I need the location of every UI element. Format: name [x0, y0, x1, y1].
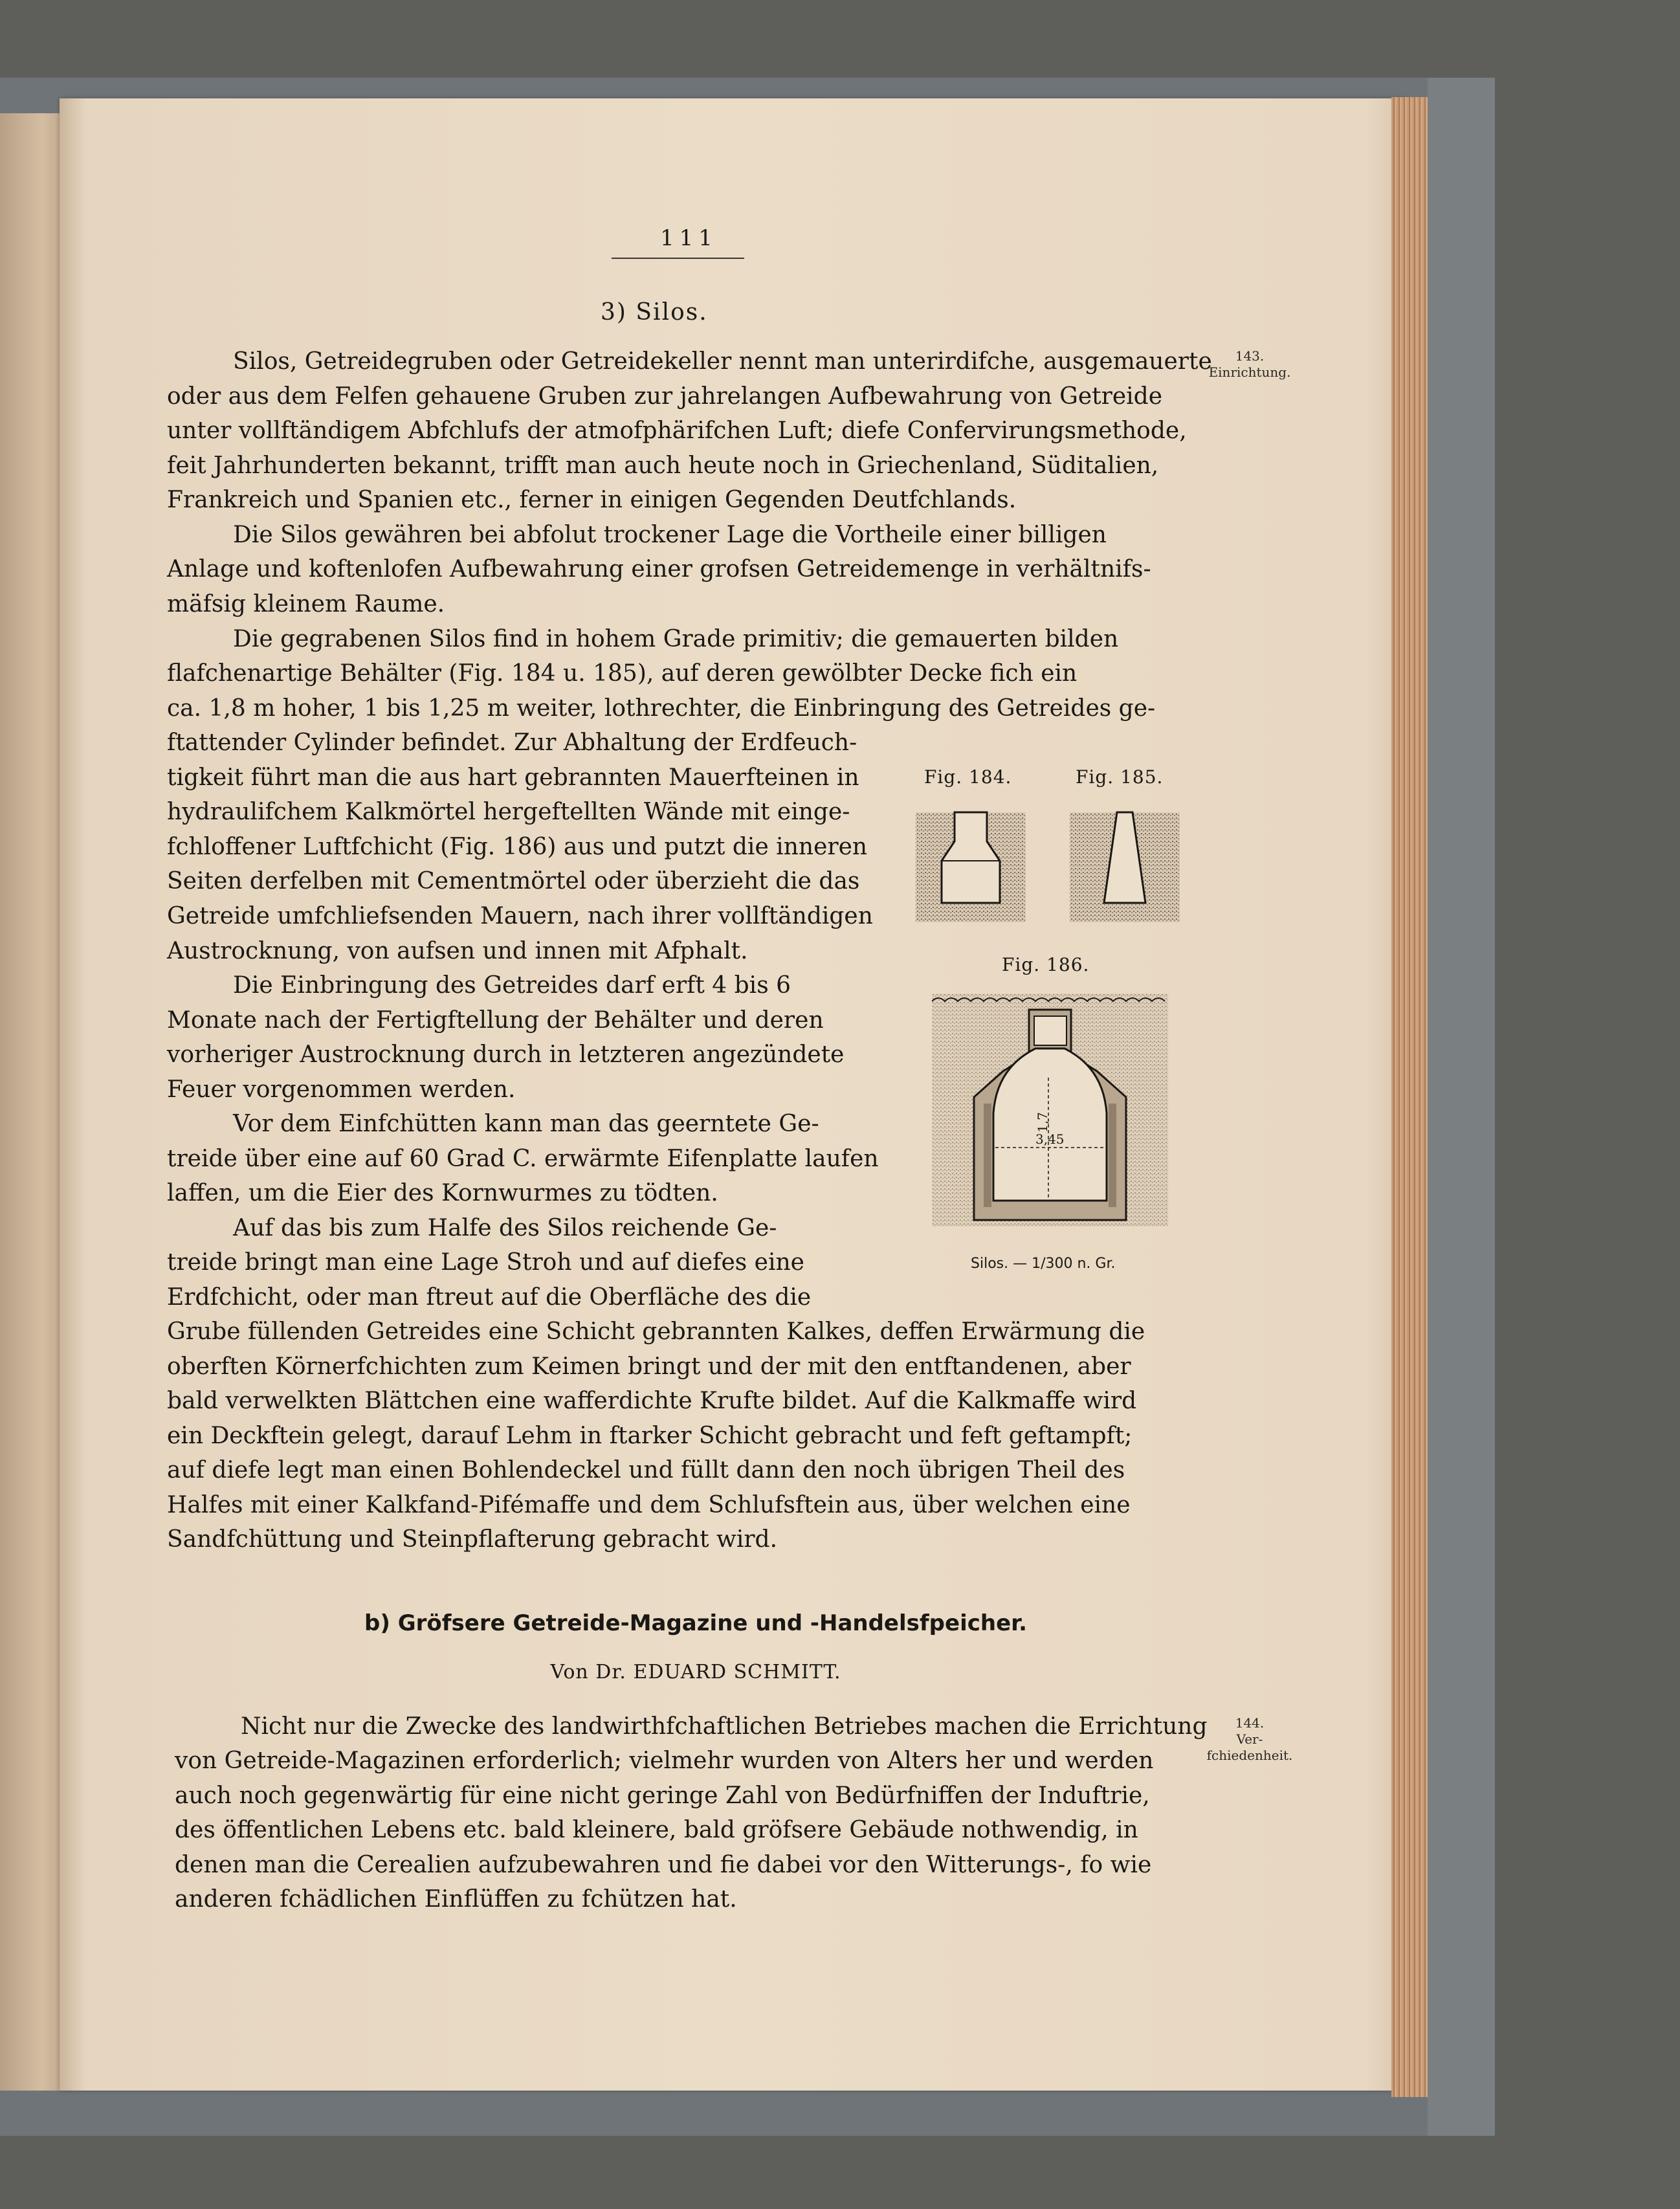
text-line: laffen, um die Eier des Kornwurmes zu tödten. [167, 1180, 718, 1206]
text-line: ca. 1,8 m hoher, 1 bis 1,25 m weiter, lothrechter, die Einbringung des Getreides ge- [167, 695, 1156, 722]
sidenote-number: 143. [1235, 348, 1265, 364]
text-line: ftattender Cylinder befindet. Zur Abhaltung der Erdfeuch- [167, 729, 857, 756]
text-line: Erdfchicht, oder man ftreut auf die Oberfläche des die [167, 1284, 812, 1311]
text-line: unter vollftändigem Abfchlufs der atmofphärifchen Luft; diefe Confervirungsmethode, [167, 417, 1187, 444]
fig-185-drawing [1067, 809, 1183, 926]
text-line: hydraulifchem Kalkmörtel hergeftellten Wände mit einge- [167, 799, 850, 825]
text-line: Die Einbringung des Getreides darf erft 4 bis 6 [233, 972, 791, 999]
fig-186-drawing [932, 993, 1168, 1227]
sidenote-text: Ver- [1236, 1731, 1263, 1747]
text-line: feit Jahrhunderten bekannt, trifft man auch heute noch in Griechenland, Süditalien, [167, 452, 1159, 479]
text-line: Getreide umfchliefsenden Mauern, nach ihrer vollftändigen [167, 903, 873, 929]
text-line: Nicht nur die Zwecke des landwirthfchaftlichen Betriebes machen die Errichtung [241, 1713, 1208, 1740]
silo-neck-stone [1034, 1016, 1067, 1045]
text-line: ein Deckftein gelegt, darauf Lehm in ftarker Schicht gebracht und feft geftampft; [167, 1423, 1133, 1449]
text-line: Halfes mit einer Kalkfand-Pifémaffe und dem Schlufsftein aus, über welchen eine [167, 1492, 1131, 1518]
section-heading: 3) Silos. [601, 299, 708, 326]
text-line: auf diefe legt man einen Bohlendeckel und füllt dann den noch übrigen Theil des [167, 1457, 1125, 1483]
text-line: denen man die Cerealien aufzubewahren und fie dabei vor den Witterungs-, fo wie [175, 1852, 1152, 1878]
text-line: Seiten derfelben mit Cementmörtel oder überzieht die das [167, 868, 860, 894]
text-line: anderen fchädlichen Einflüffen zu fchützen hat. [175, 1886, 737, 1913]
text-line: treide über eine auf 60 Grad C. erwärmte Eifenplatte laufen [167, 1146, 879, 1172]
author-line: Von Dr. EDUARD SCHMITT. [550, 1661, 841, 1683]
text-line: mäfsig kleinem Raume. [167, 591, 445, 617]
text-line: treide bringt man eine Lage Stroh und auf diefes eine [167, 1249, 804, 1276]
text-line: Vor dem Einfchütten kann man das geerntete Ge- [233, 1111, 819, 1137]
text-line: oder aus dem Felfen gehauene Gruben zur jahrelangen Aufbewahrung von Getreide [167, 383, 1163, 410]
text-line: des öffentlichen Lebens etc. bald kleinere, bald gröfsere Gebäude nothwendig, in [175, 1817, 1138, 1843]
left-page-edge [0, 113, 60, 2091]
header-rule [612, 258, 744, 259]
text-line: flafchenartige Behälter (Fig. 184 u. 185), auf deren gewölbter Decke fich ein [167, 660, 1078, 687]
text-line: von Getreide-Magazinen erforderlich; vielmehr wurden von Alters her und werden [175, 1748, 1154, 1774]
text-line: Feuer vorgenommen werden. [167, 1076, 516, 1103]
text-line: fchloffener Luftfchicht (Fig. 186) aus und putzt die inneren [167, 834, 868, 860]
text-line: Frankreich und Spanien etc., ferner in einigen Gegenden Deutfchlands. [167, 487, 1017, 513]
sidenote-text: Einrichtung. [1208, 364, 1291, 380]
text-line: Grube füllenden Getreides eine Schicht gebrannten Kalkes, deffen Erwärmung die [167, 1318, 1145, 1345]
fig-184-drawing [912, 809, 1029, 926]
width-dimension-text: 3,45 [1035, 1131, 1065, 1147]
text-line: auch noch gegenwärtig für eine nicht geringe Zahl von Bedürfniffen der Induftrie, [175, 1782, 1150, 1809]
text-line: Sandfchüttung und Steinpflafterung gebracht wird. [167, 1526, 778, 1553]
fig-185-label: Fig. 185. [1076, 766, 1164, 788]
subsection-heading: b) Gröfsere Getreide-Magazine und -Handelsfpeicher. [364, 1610, 1027, 1636]
text-line: tigkeit führt man die aus hart gebrannten Mauerfteinen in [167, 764, 859, 791]
text-line: Austrocknung, von aufsen und innen mit Afphalt. [167, 938, 748, 964]
text-line: bald verwelkten Blättchen eine wafferdichte Krufte bildet. Auf die Kalkmaffe wird [167, 1388, 1137, 1414]
sidenote-143 [1201, 348, 1298, 381]
fig-186-caption: Silos. — 1/300 n. Gr. [971, 1256, 1116, 1272]
text-line: vorheriger Austrocknung durch in letzteren angezündete [167, 1041, 845, 1068]
fig-184-label: Fig. 184. [924, 766, 1012, 788]
page-block-edges [1391, 97, 1428, 2097]
text-line: Anlage und koftenlofen Aufbewahrung einer grofsen Getreidemenge in verhältnifs- [167, 556, 1151, 583]
book-spine [1428, 78, 1495, 2136]
page-number: 111 [660, 225, 718, 251]
text-line: Die Silos gewähren bei abfolut trockener Lage die Vortheile einer billigen [233, 522, 1107, 548]
sidenote-144 [1201, 1715, 1298, 1764]
text-line: Monate nach der Fertigftellung der Behälter und deren [167, 1007, 824, 1034]
text-line: Auf das bis zum Halfe des Silos reichende Ge- [233, 1215, 777, 1241]
sidenote-number: 144. [1235, 1715, 1265, 1731]
height-dimension-text: 1,7 [1035, 1112, 1050, 1133]
text-line: Silos, Getreidegruben oder Getreidekeller nennt man unterirdifche, ausgemauerte [233, 348, 1212, 375]
text-line: Die gegrabenen Silos find in hohem Grade primitiv; die gemauerten bilden [233, 626, 1119, 652]
fig-186-label: Fig. 186. [1002, 954, 1090, 975]
sidenote-text: fchiedenheit. [1206, 1748, 1293, 1763]
text-line: oberften Körnerfchichten zum Keimen bringt und der mit den entftandenen, aber [167, 1353, 1131, 1380]
